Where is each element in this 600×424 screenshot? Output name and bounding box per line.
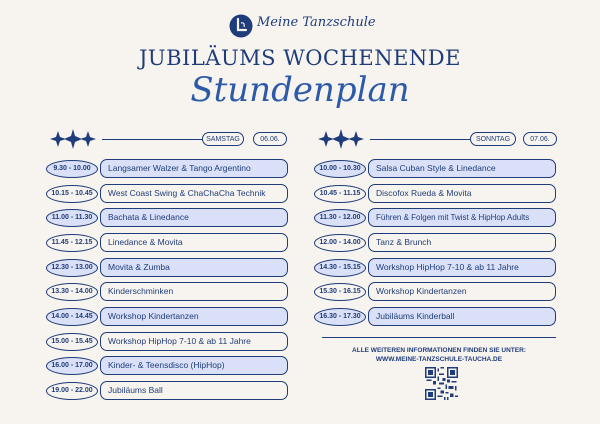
time-slot: 10.15 - 10.45	[46, 185, 98, 203]
time-slot: 11.45 - 12.15	[46, 234, 98, 252]
day-label-sunday: SONNTAG	[470, 132, 516, 146]
sparkle-icon	[318, 128, 364, 150]
event-item: Linedance & Movita	[100, 233, 288, 252]
logo-icon	[229, 14, 253, 38]
event-item: Workshop HipHop 7-10 & ab 11 Jahre	[100, 332, 288, 351]
time-slot: 10.00 - 10.30	[314, 160, 366, 178]
page-subtitle: Stundenplan	[190, 70, 410, 110]
divider	[322, 337, 556, 338]
sparkle-icon	[50, 128, 96, 150]
date-label-sunday: 07.06.	[523, 132, 557, 146]
date-label-saturday: 06.06.	[253, 132, 287, 146]
brand-name: Meine Tanzschule	[257, 15, 376, 30]
time-slot: 12.00 - 14.00	[314, 234, 366, 252]
event-item: Salsa Cuban Style & Linedance	[368, 159, 556, 178]
event-item: Jubiläums Ball	[100, 381, 288, 400]
time-slot: 11.00 - 11.30	[46, 209, 98, 227]
event-item: Jubiläums Kinderball	[368, 307, 556, 326]
time-slot: 13.30 - 14.00	[46, 283, 98, 301]
event-item: West Coast Swing & ChaChaCha Technik	[100, 184, 288, 203]
time-slot: 15.00 - 15.45	[46, 333, 98, 351]
event-item: Workshop HipHop 7-10 & ab 11 Jahre	[368, 258, 556, 277]
time-slot: 10.45 - 11.15	[314, 185, 366, 203]
time-slot: 12.30 - 13.00	[46, 259, 98, 277]
website-link[interactable]: WWW.MEINE-TANZSCHULE-TAUCHA.DE	[375, 356, 503, 363]
event-item: Kinderschminken	[100, 282, 288, 301]
event-item: Discofox Rueda & Movita	[368, 184, 556, 203]
event-item: Kinder- & Teensdisco (HipHop)	[100, 356, 288, 375]
time-slot: 14.30 - 15.15	[314, 259, 366, 277]
time-slot: 19.00 - 22.00	[46, 382, 98, 400]
event-item: Tanz & Brunch	[368, 233, 556, 252]
time-slot: 14.00 - 14.45	[46, 308, 98, 326]
info-text: ALLE WEITEREN INFORMATIONEN FINDEN SIE UNTER:	[352, 347, 526, 354]
event-item: Workshop Kindertanzen	[368, 282, 556, 301]
divider	[370, 139, 470, 140]
time-slot: 15.30 - 16.15	[314, 283, 366, 301]
qr-code-icon[interactable]	[425, 367, 458, 400]
event-item: Führen & Folgen mit Twist & HipHop Adults	[368, 208, 556, 227]
day-label-saturday: SAMSTAG	[202, 132, 244, 146]
event-item: Langsamer Walzer & Tango Argentino	[100, 159, 288, 178]
event-item: Workshop Kindertanzen	[100, 307, 288, 326]
time-slot: 16.00 - 17.00	[46, 357, 98, 375]
event-item: Bachata & Linedance	[100, 208, 288, 227]
time-slot: 9.30 - 10.00	[46, 160, 98, 178]
divider	[102, 139, 202, 140]
page-title: JUBILÄUMS WOCHENENDE	[139, 46, 461, 70]
time-slot: 16.30 - 17.30	[314, 308, 366, 326]
event-item: Movita & Zumba	[100, 258, 288, 277]
time-slot: 11.30 - 12.00	[314, 209, 366, 227]
